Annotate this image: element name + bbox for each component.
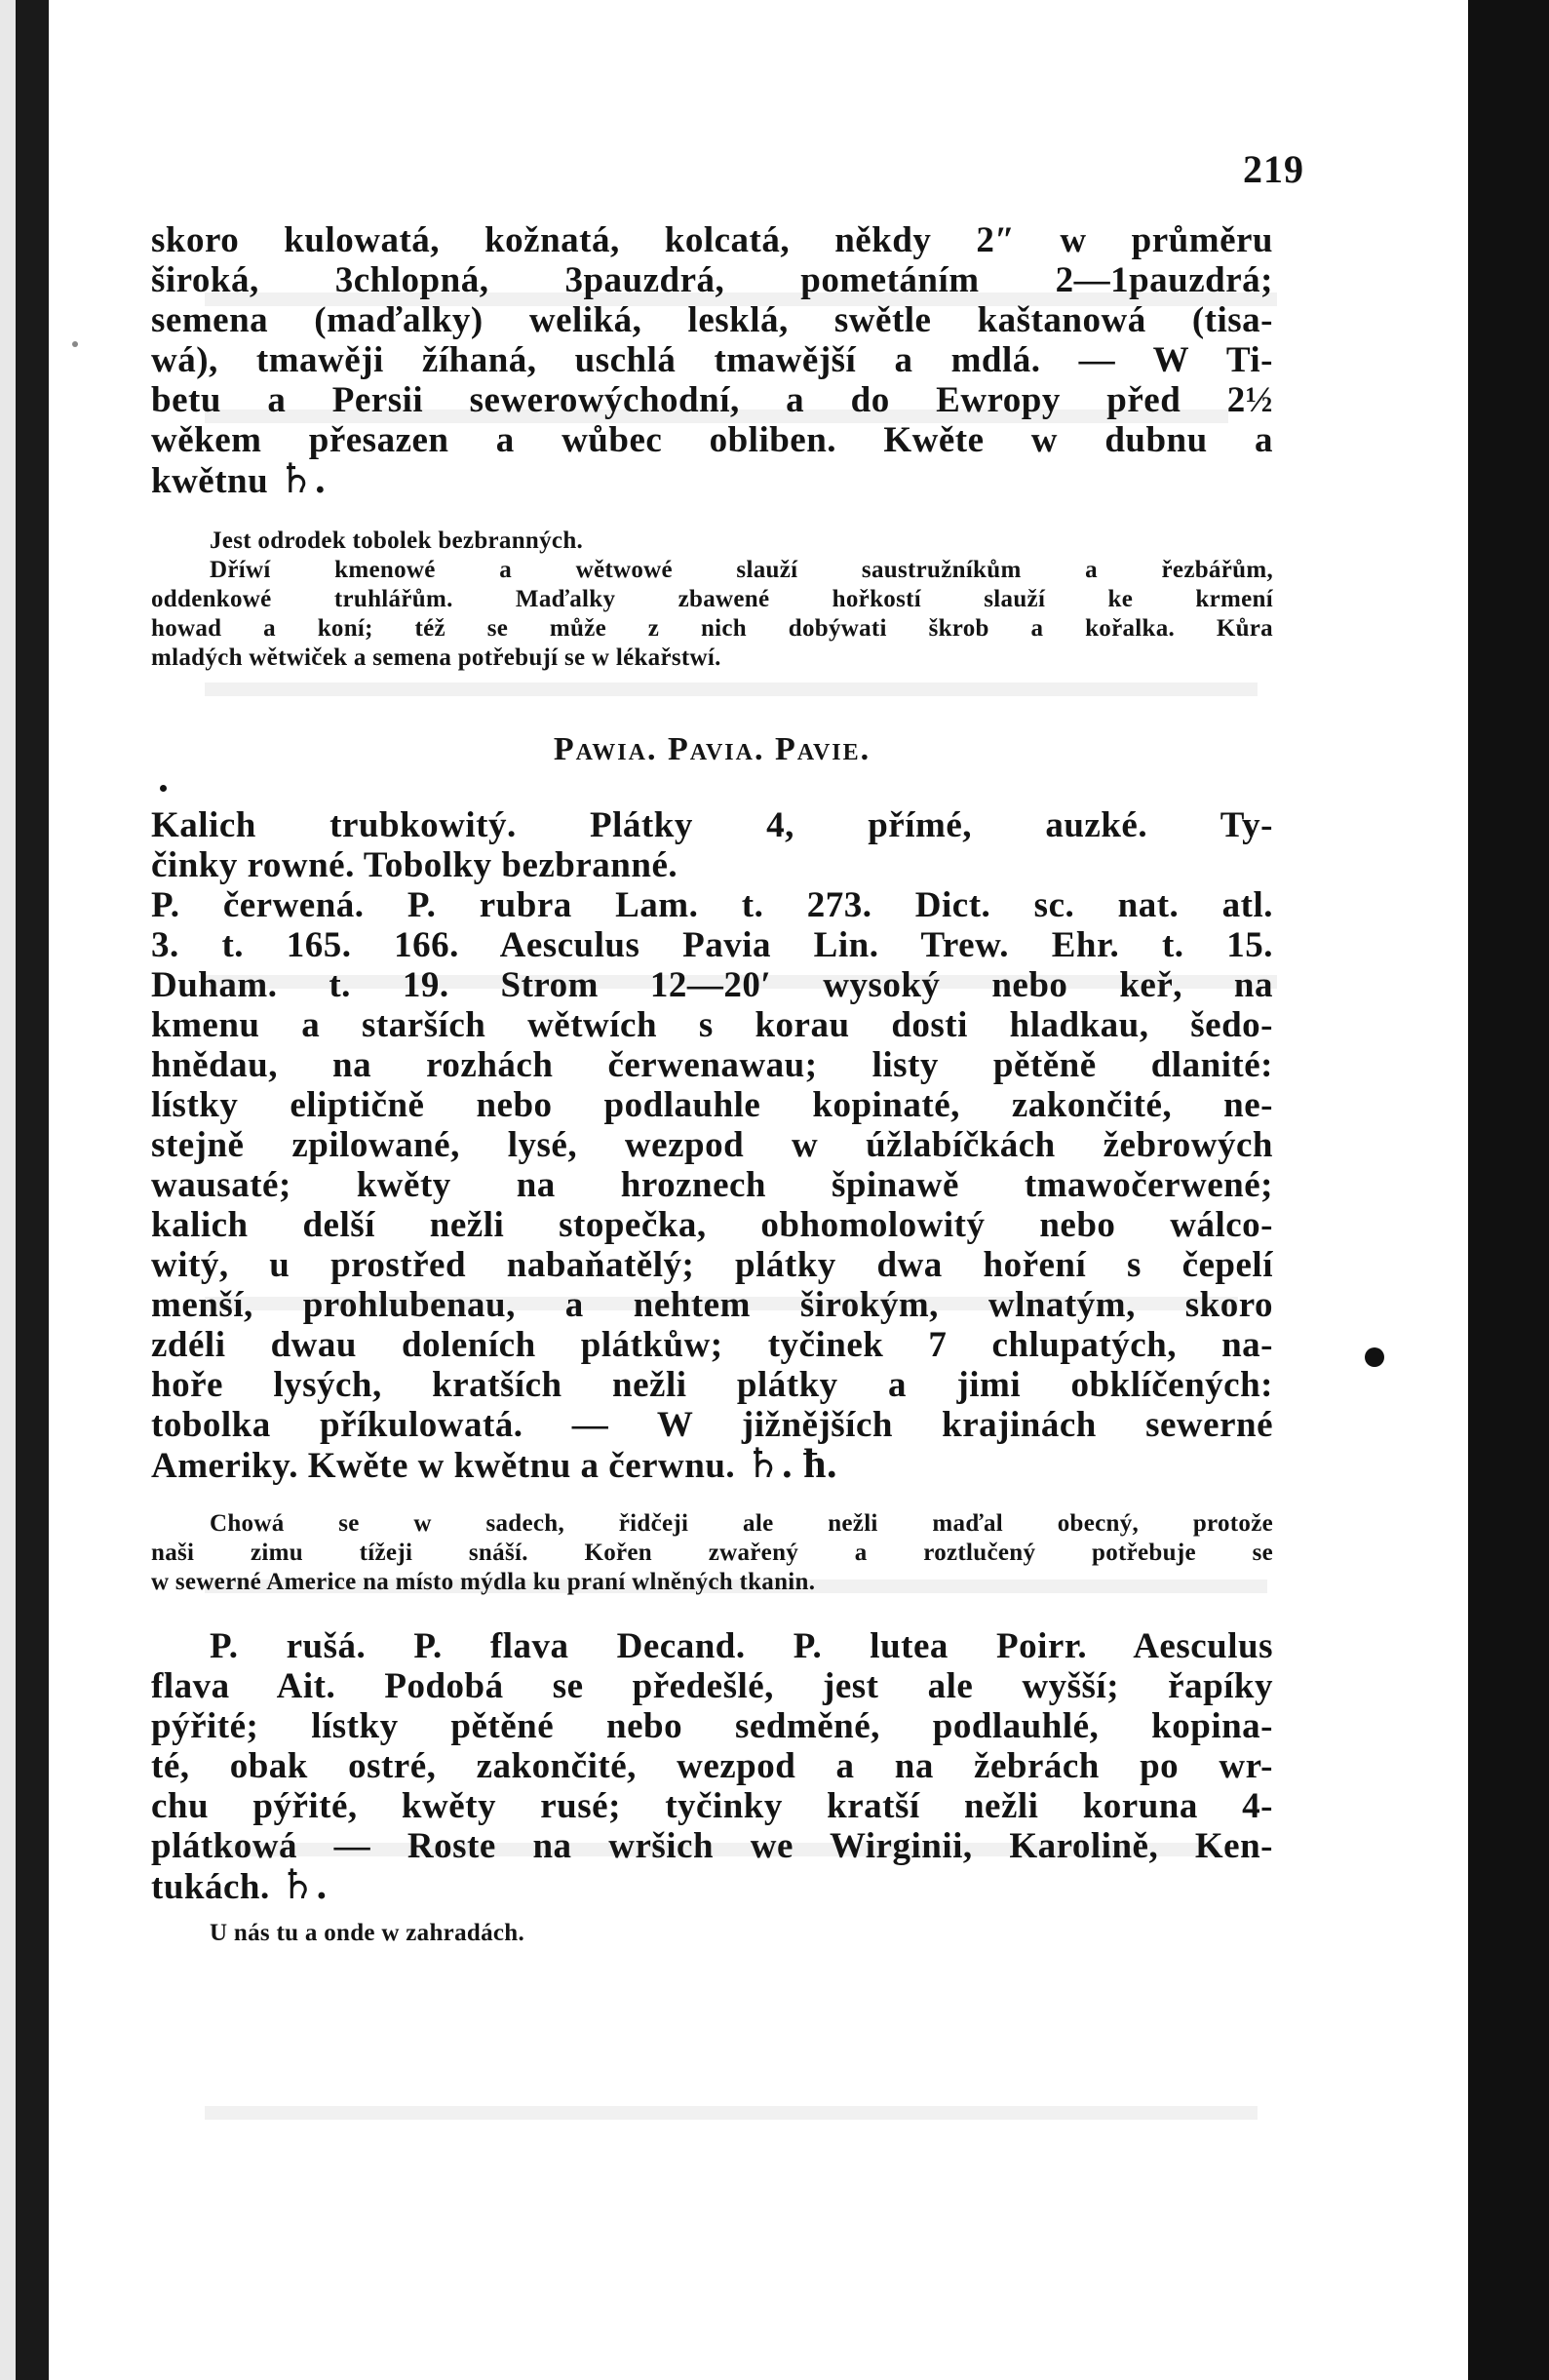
page-number: 219 — [1243, 147, 1304, 191]
text-line: hoře lysých, kratších nežli plátky a jimi obklíčených: — [151, 1365, 1273, 1405]
ink-dot — [160, 785, 167, 792]
footnote-2 — [151, 1509, 1273, 1597]
saturn-symbol: ♄. — [277, 457, 327, 502]
text-line: betu a Persii sewerowýchodní, a do Ewropy před 2½ — [151, 380, 1273, 420]
text-line: skoro kulowatá, kožnatá, kolcatá, někdy 2″ w průměru — [151, 220, 1273, 260]
ink-dot — [1365, 1347, 1384, 1367]
text-line: wěkem přesazen a wůbec obliben. Kwěte w dubnu a — [151, 420, 1273, 460]
footnote-3 — [151, 1919, 524, 1948]
text-line: menší, prohlubenau, a nehtem širokým, wlnatým, skoro — [151, 1285, 1273, 1325]
book-page — [49, 0, 1468, 2380]
line-text: kwětnu — [151, 461, 269, 501]
text-line: činky rowné. Tobolky bezbranné. — [151, 845, 678, 885]
text-line: zdéli dwau doleních plátkůw; tyčinek 7 chlupatých, na- — [151, 1325, 1273, 1365]
species-yellow-pavia — [151, 1626, 1273, 1907]
note-line: Jest odrodek tobolek bezbranných. — [210, 527, 584, 554]
text-line: wá), tmawěji žíhaná, uschlá tmawější a mdlá. — W Ti- — [151, 340, 1273, 380]
note-line: w sewerné Americe na místo mýdla ku praní wlněných tkanin. — [151, 1569, 816, 1595]
scan-margin-right — [1468, 0, 1549, 2380]
ink-dot — [72, 341, 78, 347]
scan-margin-dark — [16, 0, 49, 2380]
text-line — [151, 1442, 1273, 1487]
text-line: tobolka příkulowatá. — W jižnějších krajinách sewerné — [151, 1405, 1273, 1445]
text-line — [151, 1863, 1273, 1908]
note-line: oddenkowé truhlářům. Maďalky zbawené hořkostí slauží ke krmení — [151, 586, 1273, 612]
text-line: té, obak ostré, zakončité, wezpod a na žebrách po wr- — [151, 1746, 1273, 1786]
genus-description — [151, 805, 1273, 885]
text-line: stejně zpilowané, lysé, wezpod w úžlabíčkách žebrowých — [151, 1125, 1273, 1165]
line-text: Ameriky. Kwěte w kwětnu a čerwnu. — [151, 1446, 736, 1486]
note-line: mladých wětwiček a semena potřebují se w lékařstwí. — [151, 644, 721, 671]
species-red-pavia — [151, 885, 1273, 1486]
text-line: Duham. t. 19. Strom 12—20′ wysoký nebo keř, na — [151, 965, 1273, 1005]
note-line: Chowá se w sadech, řidčeji ale nežli maďal obecný, protože — [210, 1510, 1273, 1537]
text-line: hnědau, na rozhách čerwenawau; listy pětěně dlanité: — [151, 1045, 1273, 1085]
text-line: P. čerwená. P. rubra Lam. t. 273. Dict. sc. nat. atl. — [151, 885, 1273, 925]
text-line: široká, 3chlopná, 3pauzdrá, pometáním 2—1pauzdrá; — [151, 260, 1273, 300]
scan-margin-left — [0, 0, 16, 2380]
text-line: witý, u prostřed nabaňatělý; plátky dwa hoření s čepelí — [151, 1245, 1273, 1285]
footnote-1 — [151, 527, 1273, 673]
text-line: wausaté; kwěty na hroznech špinawě tmawočerwené; — [151, 1165, 1273, 1205]
note-line: U nás tu a onde w zahradách. — [210, 1920, 525, 1946]
text-line: chu pýřité, kwěty rusé; tyčinky kratší nežli koruna 4- — [151, 1786, 1273, 1826]
genus-heading: Pawia. Pavia. Pavie. — [553, 731, 871, 767]
text-line: lístky eliptičně nebo podlauhle kopinaté, zakončité, ne- — [151, 1085, 1273, 1125]
saturn-symbol: ♄. — [279, 1863, 328, 1908]
text-line: semena (maďalky) weliká, lesklá, swětle kaštanowá (tisa- — [151, 300, 1273, 340]
text-line — [151, 457, 1273, 502]
note-line: Dříwí kmenowé a wětwowé slauží saustružníkům a řezbářům, — [210, 557, 1273, 583]
text-line: pýřité; lístky pětěné nebo sedměné, podlauhlé, kopina- — [151, 1706, 1273, 1746]
text-block-1 — [151, 220, 1273, 501]
text-line: kalich delší nežli stopečka, obhomolowitý nebo wálco- — [151, 1205, 1273, 1245]
note-line: naši zimu tížeji snáší. Kořen zwařený a roztlučený potřebuje se — [151, 1540, 1273, 1566]
text-line: 3. t. 165. 166. Aesculus Pavia Lin. Trew. Ehr. t. 15. — [151, 925, 1273, 965]
line-text: tukách. — [151, 1867, 270, 1907]
text-line: P. rušá. P. flava Decand. P. lutea Poirr. Aesculus — [210, 1626, 1273, 1666]
text-line: Kalich trubkowitý. Plátky 4, přímé, auzké. Ty- — [151, 805, 1273, 845]
note-line: howad a koní; též se může z nich dobýwati škrob a kořalka. Kůra — [151, 615, 1273, 642]
plant-symbols: ♄. ħ. — [744, 1442, 837, 1487]
text-line: plátkowá — Roste na wršich we Wirginii, Karolině, Ken- — [151, 1826, 1273, 1866]
text-line: kmenu a starších wětwích s korau dosti hladkau, šedo- — [151, 1005, 1273, 1045]
text-line: flava Ait. Podobá se předešlé, jest ale wyšší; řapíky — [151, 1666, 1273, 1706]
